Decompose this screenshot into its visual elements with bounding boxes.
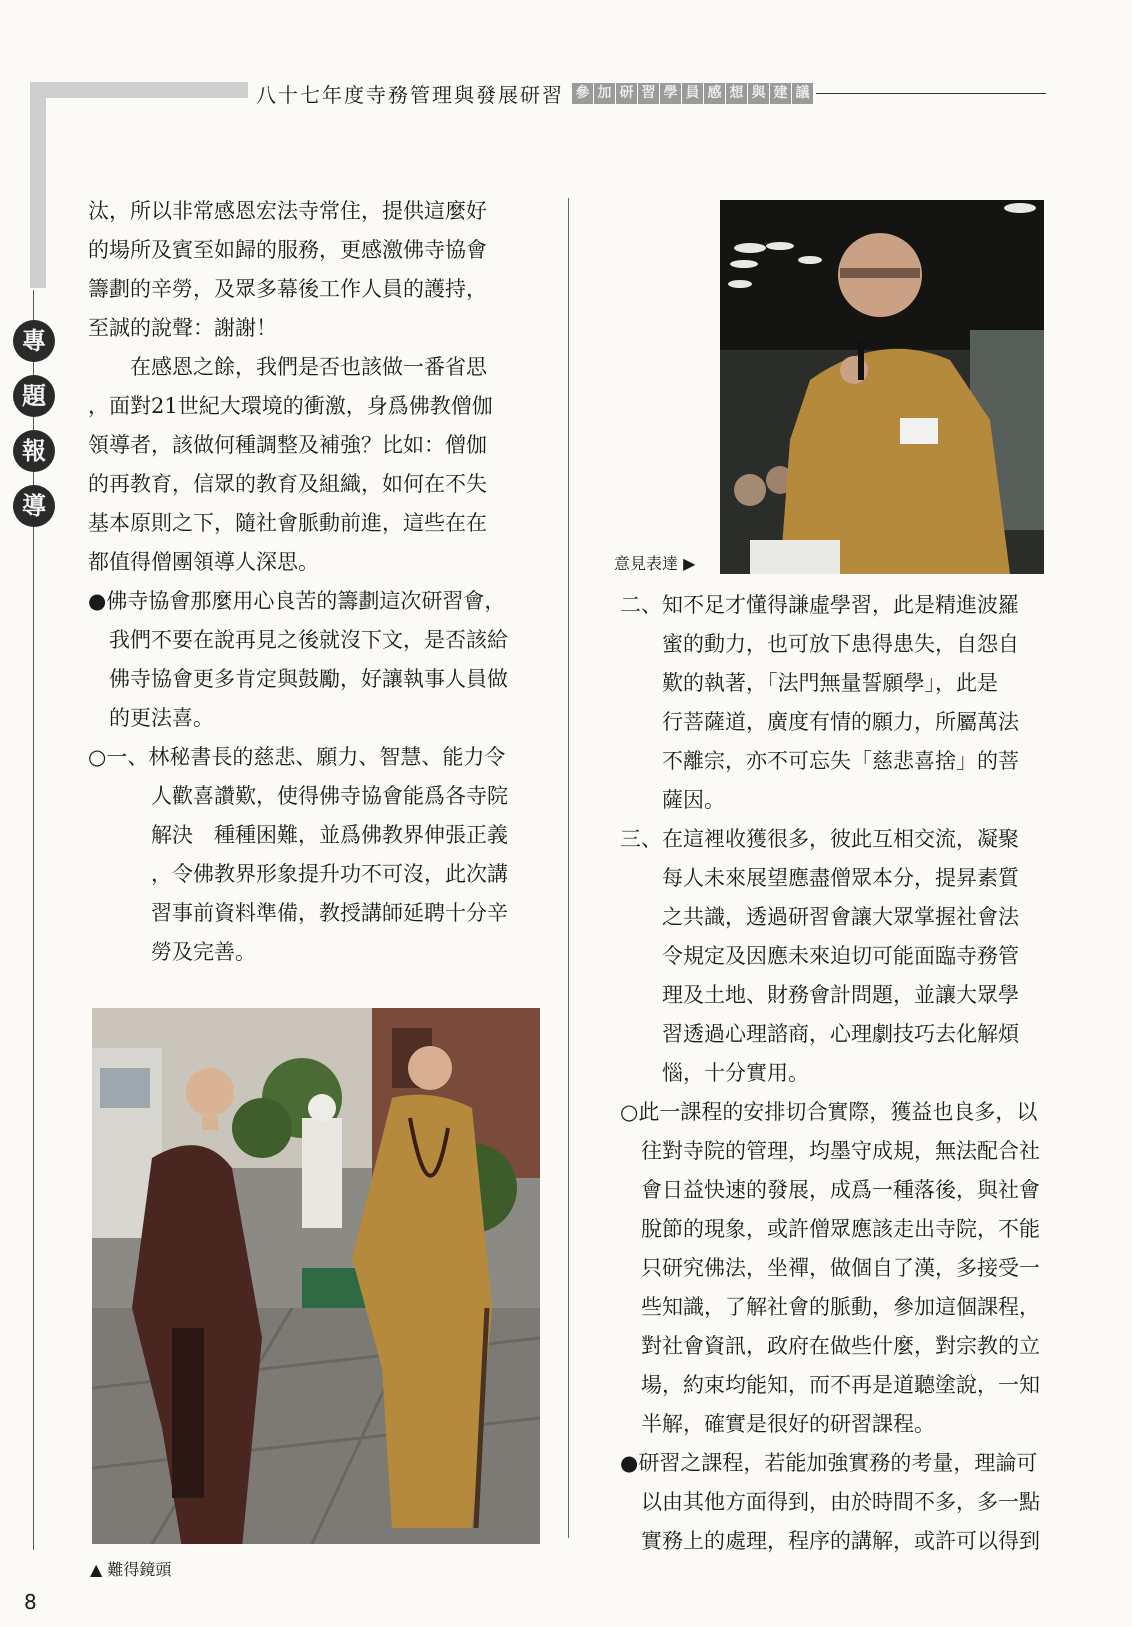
section-label	[13, 320, 57, 540]
text-line: 會日益快速的發展，成爲一種落後，與社會	[620, 1178, 1040, 1202]
left-column-text	[88, 192, 508, 972]
caption-bottom-photo	[90, 1557, 171, 1580]
triangle-up-icon: ▲	[90, 1560, 103, 1579]
corner-frame-side	[30, 82, 46, 288]
text-line: 每人未來展望應盡僧眾本分，提昇素質	[620, 866, 1019, 890]
text-line: 脫節的現象，或許僧眾應該走出寺院，不能	[620, 1217, 1040, 1241]
text-line: 在感恩之餘，我們是否也該做一番省思	[88, 355, 487, 379]
tag-char: 想	[726, 83, 747, 104]
text-line: 些知識，了解社會的脈動，參加這個課程，	[620, 1295, 1040, 1319]
text-line: 三、在這裡收獲很多，彼此互相交流，凝聚	[620, 827, 1019, 851]
text-line: 往對寺院的管理，均墨守成規，無法配合社	[620, 1139, 1040, 1163]
column-divider	[568, 198, 569, 1538]
caption-top-photo	[614, 551, 695, 574]
text-line: 汰，所以非常感恩宏法寺常住，提供這麼好	[88, 199, 487, 223]
text-line: 籌劃的辛勞，及眾多幕後工作人員的護持，	[88, 277, 487, 301]
text-line: ●研習之課程，若能加強實務的考量，理論可	[620, 1451, 1038, 1475]
section-label-char: 題	[13, 375, 55, 417]
photo-speaker-with-microphone	[720, 200, 1044, 574]
section-label-char: 專	[13, 320, 55, 362]
text-line: 不離宗，亦不可忘失「慈悲喜捨」的菩	[620, 749, 1019, 773]
tag-char: 議	[792, 83, 813, 104]
text-line: 半解，確實是很好的研習課程。	[620, 1412, 935, 1436]
tag-char: 與	[748, 83, 769, 104]
header-rule	[816, 93, 1046, 94]
header-title: 八十七年度寺務管理與發展研習	[256, 82, 564, 107]
text-line: 的場所及賓至如歸的服務，更感激佛寺協會	[88, 238, 487, 262]
text-line: 的更法喜。	[88, 706, 214, 730]
text-line: 都值得僧團領導人深思。	[88, 550, 319, 574]
header-section-tag	[572, 83, 814, 104]
text-line: 之共識，透過研習會讓大眾掌握社會法	[620, 905, 1019, 929]
text-line: 的再教育，信眾的教育及組織，如何在不失	[88, 472, 487, 496]
text-line: 至誠的說聲：謝謝！	[88, 316, 277, 340]
tag-char: 員	[682, 83, 703, 104]
tag-char: 學	[660, 83, 681, 104]
text-line: 實務上的處理，程序的講解，或許可以得到	[620, 1529, 1040, 1553]
text-line: 只研究佛法，坐禪，做個自了漢，多接受一	[620, 1256, 1040, 1280]
text-line: 習透過心理諮商，心理劇技巧去化解煩	[620, 1022, 1019, 1046]
text-line: 勞及完善。	[88, 940, 256, 964]
corner-frame-top	[30, 82, 248, 98]
text-line: 基本原則之下，隨社會脈動前進，這些在在	[88, 511, 487, 535]
tag-char: 加	[594, 83, 615, 104]
tag-char: 習	[638, 83, 659, 104]
text-line: 領導者，該做何種調整及補強？比如：僧伽	[88, 433, 487, 457]
text-line: 薩因。	[620, 788, 725, 812]
tag-char: 參	[572, 83, 593, 104]
text-line: 場，約束均能知，而不再是道聽塗說，一知	[620, 1373, 1040, 1397]
triangle-right-icon: ▶	[683, 554, 696, 573]
caption-text: 意見表達	[614, 554, 679, 573]
photo-two-monks-walking	[92, 1008, 540, 1544]
text-line: 習事前資料準備，教授講師延聘十分辛	[88, 901, 508, 925]
text-line: 蜜的動力，也可放下患得患失，自怨自	[620, 632, 1019, 656]
tag-char: 建	[770, 83, 791, 104]
text-line: 佛寺協會更多肯定與鼓勵，好讓執事人員做	[88, 667, 508, 691]
text-line: 人歡喜讚歎，使得佛寺協會能爲各寺院	[88, 784, 508, 808]
text-line: 我們不要在說再見之後就沒下文，是否該給	[88, 628, 508, 652]
text-line: 理及土地、財務會計問題，並讓大眾學	[620, 983, 1019, 1007]
text-line: ，面對21世紀大環境的衝激，身爲佛教僧伽	[88, 394, 493, 418]
text-line: ●佛寺協會那麼用心良苦的籌劃這次研習會，	[88, 589, 506, 613]
running-header	[256, 76, 1046, 110]
caption-text: 難得鏡頭	[107, 1560, 172, 1579]
tag-char: 研	[616, 83, 637, 104]
tag-char: 感	[704, 83, 725, 104]
text-line: ○一、林秘書長的慈悲、願力、智慧、能力令	[88, 745, 506, 769]
text-line: 行菩薩道，廣度有情的願力，所屬萬法	[620, 710, 1019, 734]
text-line: ○此一課程的安排切合實際，獲益也良多，以	[620, 1100, 1038, 1124]
text-line: ，令佛教界形象提升功不可沒，此次講	[88, 862, 508, 886]
text-line: 解決 種種困難，並爲佛教界伸張正義	[88, 823, 508, 847]
text-line: 以由其他方面得到，由於時間不多，多一點	[620, 1490, 1040, 1514]
section-label-char: 導	[13, 485, 55, 527]
text-line: 對社會資訊，政府在做些什麼，對宗教的立	[620, 1334, 1040, 1358]
text-line: 二、知不足才懂得謙虛學習，此是精進波羅	[620, 593, 1019, 617]
text-line: 惱，十分實用。	[620, 1061, 809, 1085]
page-number: 8	[24, 1590, 37, 1614]
text-line: 令規定及因應未來迫切可能面臨寺務管	[620, 944, 1019, 968]
text-line: 歎的執著，「法門無量誓願學」，此是	[620, 671, 998, 695]
right-column-text	[620, 586, 1040, 1561]
section-label-char: 報	[13, 430, 55, 472]
